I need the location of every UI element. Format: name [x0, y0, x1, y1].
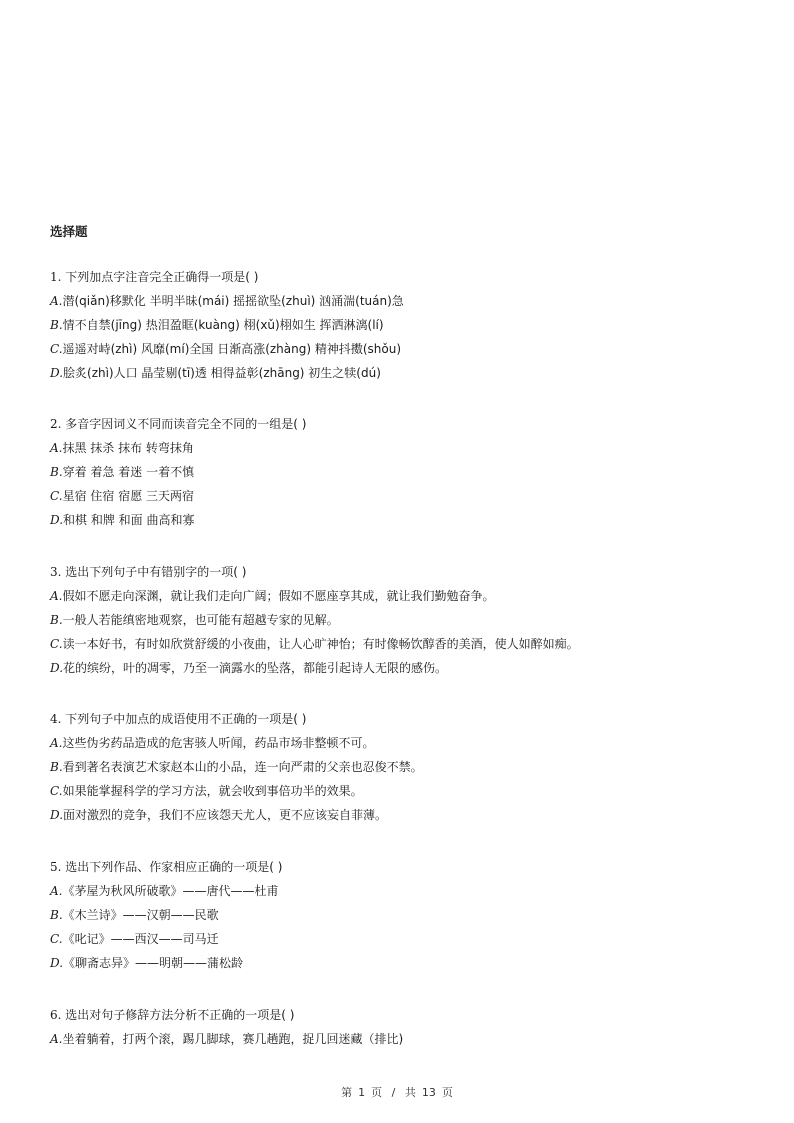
option-d: D.花的缤纷，叶的凋零，乃至一滴露水的坠落，都能引起诗人无限的感伤。: [50, 661, 448, 675]
question-stem: 2. 多音字因词义不同而读音完全不同的一组是( ): [50, 417, 307, 431]
page-current: 1: [358, 1086, 366, 1099]
page-footer: [0, 1084, 794, 1100]
option-b: B.穿着 着急 着迷 一着不慎: [50, 465, 195, 479]
option-d: D.脍炙(zhì)人口 晶莹剔(tī)透 相得益彰(zhāng) 初生之犊(dú): [50, 366, 381, 380]
question-stem: 1. 下列加点字注音完全正确得一项是( ): [50, 270, 259, 284]
option-c: C.遥遥对峙(zhì) 风靡(mí)全国 日渐高涨(zhàng) 精神抖擞(shǒu): [50, 342, 402, 356]
option-c: C.《叱记》——西汉——司马迁: [50, 932, 219, 946]
total-suffix: 页: [441, 1086, 453, 1099]
total-prefix: 共: [404, 1086, 416, 1099]
question-stem: 4. 下列句子中加点的成语使用不正确的一项是( ): [50, 712, 307, 726]
option-a: A.这些伪劣药品造成的危害骇人听闻，药品市场非整顿不可。: [50, 736, 375, 750]
question-4: [50, 707, 750, 827]
option-c: C.如果能掌握科学的学习方法，就会收到事倍功半的效果。: [50, 784, 363, 798]
option-c: C.星宿 住宿 宿愿 三天两宿: [50, 489, 195, 503]
option-b: B.《木兰诗》——汉朝——民歌: [50, 908, 219, 922]
option-b: B.看到著名表演艺术家赵本山的小品，连一向严肃的父亲也忍俊不禁。: [50, 760, 423, 774]
option-d: D.和棋 和牌 和面 曲高和寡: [50, 513, 195, 527]
question-stem: 3. 选出下列句子中有错别字的一项( ): [50, 565, 247, 579]
option-a: A.坐着躺着，打两个滚，踢几脚球，赛几趟跑，捉几回迷藏（排比): [50, 1032, 404, 1046]
option-a: A.潜(qiǎn)移默化 半明半昧(mái) 摇摇欲坠(zhuì) 汹涌湍(tuán)急: [50, 294, 404, 308]
option-a: A.假如不愿走向深渊，就让我们走向广阔；假如不愿座享其成，就让我们勤勉奋争。: [50, 589, 495, 603]
question-6: [50, 1003, 750, 1051]
section-title: 选择题: [50, 224, 88, 239]
option-d: D.面对激烈的竞争，我们不应该怨天尤人，更不应该妄自菲薄。: [50, 808, 388, 822]
question-stem: 6. 选出对句子修辞方法分析不正确的一项是( ): [50, 1008, 295, 1022]
option-d: D.《聊斋志异》——明朝——蒲松龄: [50, 956, 244, 970]
question-1: [50, 265, 750, 385]
question-5: [50, 855, 750, 975]
option-a: A.抹黑 抹杀 抹布 转弯抹角: [50, 441, 194, 455]
question-3: [50, 560, 750, 680]
page-suffix: 页: [371, 1086, 383, 1099]
option-b: B.情不自禁(jīng) 热泪盈眶(kuàng) 栩(xǔ)栩如生 挥洒淋漓(lí): [50, 318, 384, 332]
page-separator: /: [391, 1086, 396, 1099]
total-pages: 13: [421, 1086, 436, 1099]
option-c: C.读一本好书，有时如欣赏舒缓的小夜曲，让人心旷神怡；有时像畅饮醇香的美酒，使人如醉如痴。: [50, 637, 579, 651]
option-a: A.《茅屋为秋风所破歌》——唐代——杜甫: [50, 884, 279, 898]
option-b: B.一般人若能缜密地观察，也可能有超越专家的见解。: [50, 613, 339, 627]
question-2: [50, 412, 750, 532]
page-prefix: 第: [341, 1086, 353, 1099]
question-stem: 5. 选出下列作品、作家相应正确的一项是( ): [50, 860, 283, 874]
